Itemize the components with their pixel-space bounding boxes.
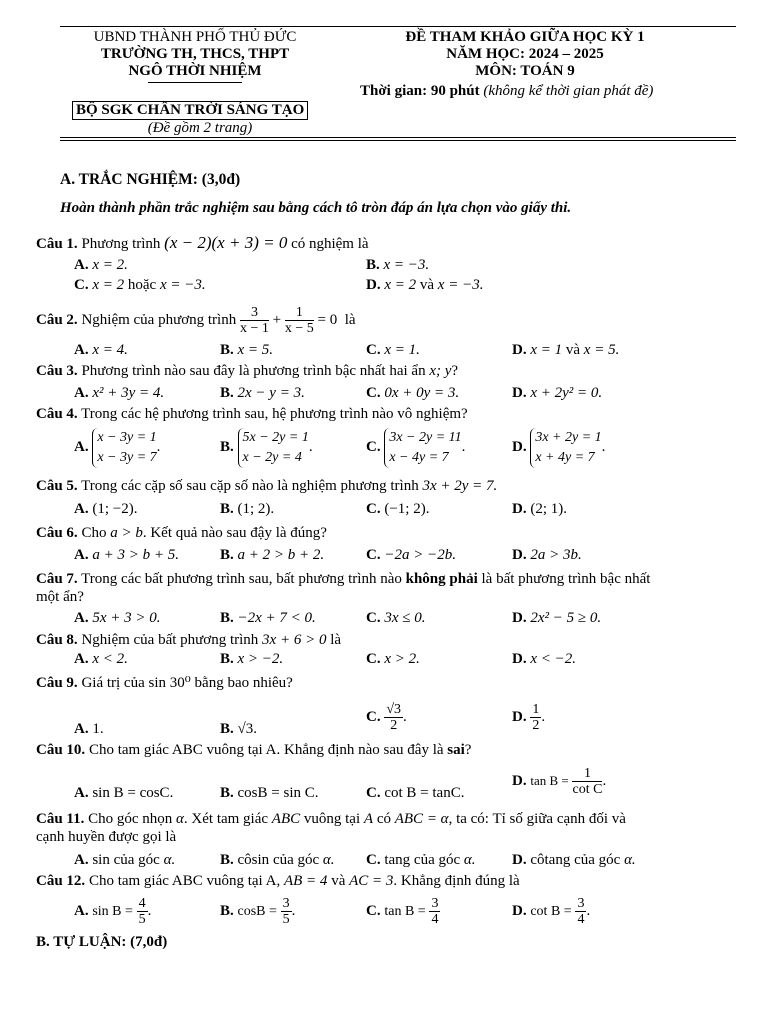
q9-option-c[interactable]: C. $\frac{√3}{2}$ . bbox=[366, 702, 407, 734]
q9-option-b[interactable]: B. √3. bbox=[220, 721, 257, 737]
q8-option-a[interactable]: A. x < 2. bbox=[74, 651, 128, 667]
time-note: (không kể thời gian phát đề) bbox=[483, 83, 654, 99]
section-a-title: A. TRẮC NGHIỆM: (3,0đ) bbox=[60, 171, 241, 188]
q7-label: Câu 7. bbox=[36, 571, 78, 587]
q1-text: Phương trình bbox=[81, 236, 161, 252]
q6-label: Câu 6. bbox=[36, 525, 78, 541]
q1-equation: (x − 2)(x + 3) = 0 bbox=[164, 233, 288, 252]
q2-text: Nghiệm của phương trình bbox=[81, 312, 237, 328]
q3-label: Câu 3. bbox=[36, 363, 78, 379]
q7-option-b[interactable]: B. −2x + 7 < 0. bbox=[220, 610, 316, 626]
question-8: Câu 8. Nghiệm của bất phương trình 3x + 6 > 0 là bbox=[36, 632, 342, 648]
section-b-title: B. TỰ LUẬN: (7,0đ) bbox=[36, 934, 168, 950]
subject: MÔN: TOÁN 9 bbox=[475, 63, 575, 79]
question-9: Câu 9. Giá trị của sin 30⁰ bằng bao nhiêu? bbox=[36, 675, 293, 691]
q4-option-c[interactable]: C. 3x − 2y = 11 x − 4y = 7. bbox=[366, 426, 465, 468]
q10-triangle: ABC bbox=[171, 742, 203, 758]
q6-option-b[interactable]: B. a + 2 > b + 2. bbox=[220, 547, 325, 563]
q5-option-c[interactable]: C. (−1; 2). bbox=[366, 501, 430, 517]
question-3: Câu 3. Phương trình nào sau đây là phương trình bậc nhất hai ẩn x; y? bbox=[36, 363, 459, 379]
q3-text: Phương trình nào sau đây là phương trình bậc nhất hai ẩn bbox=[81, 363, 426, 379]
q2-option-a[interactable]: A. x = 4. bbox=[74, 342, 128, 358]
q4-text: Trong các hệ phương trình sau, hệ phương trình nào vô nghiệm? bbox=[81, 406, 468, 422]
q11-angle: ABC = α bbox=[394, 811, 449, 827]
q2-option-d[interactable]: D. x = 1 và x = 5. bbox=[512, 342, 620, 358]
q12-option-c[interactable]: C. tan B = $\frac{3}{4}$ bbox=[366, 896, 439, 928]
question-4 bbox=[36, 405, 468, 423]
question-2: Câu 2. Nghiệm của phương trình $\frac{3}{x - 1}$ + $\frac{1}{x - 5}$ = 0 là bbox=[36, 305, 356, 337]
q1-text-end: có nghiệm là bbox=[291, 236, 369, 252]
q12-option-a[interactable]: A. sin B = $\frac{4}{5}$ . bbox=[74, 896, 152, 928]
q7-option-c[interactable]: C. 3x ≤ 0. bbox=[366, 610, 426, 626]
q10-option-a[interactable]: A. sin B = cosC. bbox=[74, 785, 174, 801]
q4-option-d[interactable]: D. 3x + 2y = 1 x + 4y = 7. bbox=[512, 426, 605, 468]
header-left-1: UBND THÀNH PHỐ THỦ ĐỨC bbox=[93, 29, 297, 45]
q1-label: Câu 1. bbox=[36, 236, 78, 252]
question-11: Câu 11. Cho góc nhọn α. Xét tam giác ABC vuông tại A có ABC = α, ta có: Tỉ số giữa cạnh đối và bbox=[36, 811, 626, 827]
question-7: Câu 7. Trong các bất phương trình sau, bất phương trình nào không phải là bất phương trình bậc nhất bbox=[36, 571, 651, 587]
q2-label: Câu 2. bbox=[36, 312, 78, 328]
q9-expression: sin 30⁰ bbox=[148, 675, 191, 691]
q3-option-c[interactable]: C. 0x + 0y = 3. bbox=[366, 385, 460, 401]
q1-option-d[interactable]: D. x = 2 và x = −3. bbox=[366, 277, 484, 293]
q3-variables: x; y bbox=[429, 363, 452, 379]
q11-option-a[interactable]: A. sin của góc α. bbox=[74, 852, 176, 868]
q2-option-b[interactable]: B. x = 5. bbox=[220, 342, 274, 358]
header-underline bbox=[148, 82, 242, 83]
q7-option-a[interactable]: A. 5x + 3 > 0. bbox=[74, 610, 161, 626]
q10-option-c[interactable]: C. cot B = tanC. bbox=[366, 785, 465, 801]
q6-condition: a > b bbox=[110, 525, 143, 541]
q2-fraction-2: $\frac{1}{x - 5}$ bbox=[284, 305, 314, 337]
q5-option-a[interactable]: A. (1; −2). bbox=[74, 501, 138, 517]
header-left-2: TRƯỜNG TH, THCS, THPT bbox=[100, 46, 290, 62]
school-year: NĂM HỌC: 2024 – 2025 bbox=[446, 46, 604, 62]
q4-option-a[interactable]: A. x − 3y = 1 x − 3y = 7. bbox=[74, 426, 160, 468]
q4-option-b[interactable]: B. 5x − 2y = 1 x − 2y = 4. bbox=[220, 426, 313, 468]
question-11-line-2: cạnh huyền được gọi là bbox=[36, 829, 177, 845]
q8-option-c[interactable]: C. x > 2. bbox=[366, 651, 420, 667]
q5-option-b[interactable]: B. (1; 2). bbox=[220, 501, 275, 517]
q6-option-a[interactable]: A. a + 3 > b + 5. bbox=[74, 547, 179, 563]
q10-option-d[interactable]: D. tan B = $\frac{1}{\text{cot C}}$ . bbox=[512, 766, 607, 798]
q1-option-b[interactable]: B. x = −3. bbox=[366, 257, 430, 273]
q10-label: Câu 10. bbox=[36, 742, 86, 758]
q11-label: Câu 11. bbox=[36, 811, 85, 827]
q1-option-c[interactable]: C. x = 2 hoặc x = −3. bbox=[74, 277, 206, 293]
exam-title: ĐỀ THAM KHẢO GIỮA HỌC KỲ 1 bbox=[405, 29, 645, 45]
q8-inequality: 3x + 6 > 0 bbox=[262, 632, 327, 648]
q5-option-d[interactable]: D. (2; 1). bbox=[512, 501, 568, 517]
q12-option-d[interactable]: D. cot B = $\frac{3}{4}$ . bbox=[512, 896, 591, 928]
q3-option-a[interactable]: A. x² + 3y = 4. bbox=[74, 385, 165, 401]
q8-option-d[interactable]: D. x < −2. bbox=[512, 651, 576, 667]
q4-label: Câu 4. bbox=[36, 406, 78, 422]
q5-label: Câu 5. bbox=[36, 478, 78, 494]
q12-option-b[interactable]: B. cosB = $\frac{3}{5}$ . bbox=[220, 896, 296, 928]
q11-option-c[interactable]: C. tang của góc α. bbox=[366, 852, 476, 868]
q1-option-a[interactable]: A. x = 2. bbox=[74, 257, 128, 273]
q9-option-a[interactable]: A. 1. bbox=[74, 721, 104, 737]
q6-option-c[interactable]: C. −2a > −2b. bbox=[366, 547, 456, 563]
question-5 bbox=[36, 477, 497, 495]
q10-option-b[interactable]: B. cosB = sin C. bbox=[220, 785, 319, 801]
q6-option-d[interactable]: D. 2a > 3b. bbox=[512, 547, 582, 563]
time-allowed bbox=[360, 83, 653, 100]
q3-option-d[interactable]: D. x + 2y² = 0. bbox=[512, 385, 603, 401]
q3-option-b[interactable]: B. 2x − y = 3. bbox=[220, 385, 305, 401]
top-rule bbox=[60, 26, 736, 27]
q7-option-d[interactable]: D. 2x² − 5 ≥ 0. bbox=[512, 610, 602, 626]
q11-option-d[interactable]: D. côtang của góc α. bbox=[512, 852, 636, 868]
instruction: Hoàn thành phần trắc nghiệm sau bằng cách tô tròn đáp án lựa chọn vào giấy thi. bbox=[60, 200, 572, 216]
header-left-3: NGÔ THỜI NHIỆM bbox=[128, 63, 262, 79]
q5-equation: 3x + 2y = 7. bbox=[422, 478, 498, 494]
question-12: Câu 12. Cho tam giác ABC vuông tại A, AB = 4 và AC = 3. Khẳng định đúng là bbox=[36, 873, 520, 889]
q7-emphasis: không phải bbox=[405, 571, 478, 587]
question-10: Câu 10. Cho tam giác ABC vuông tại A. Khẳng định nào sau đây là sai? bbox=[36, 742, 472, 758]
q2-option-c[interactable]: C. x = 1. bbox=[366, 342, 420, 358]
q5-text: Trong các cặp số sau cặp số nào là nghiệm phương trình bbox=[81, 478, 419, 494]
q12-label: Câu 12. bbox=[36, 873, 86, 889]
question-7-line-2: một ẩn? bbox=[36, 589, 84, 605]
textbook-box: BỘ SGK CHÂN TRỜI SÁNG TẠO bbox=[72, 101, 308, 120]
header-rule-1 bbox=[60, 137, 736, 138]
q2-text-end: là bbox=[344, 312, 356, 328]
header-rule-2 bbox=[60, 140, 736, 141]
question-6: Câu 6. Cho a > b. Kết quả nào sau đậy là đúng? bbox=[36, 525, 327, 541]
q9-option-d[interactable]: D. $\frac{1}{2}$ . bbox=[512, 702, 546, 734]
q11-option-b[interactable]: B. côsin của góc α. bbox=[220, 852, 335, 868]
page-count: (Đề gồm 2 trang) bbox=[147, 120, 253, 136]
q2-fraction-1: $\frac{3}{x - 1}$ bbox=[239, 305, 269, 337]
q8-label: Câu 8. bbox=[36, 632, 78, 648]
time-label: Thời gian: 90 phút bbox=[360, 83, 480, 99]
q9-label: Câu 9. bbox=[36, 675, 78, 691]
question-1 bbox=[36, 234, 369, 253]
q10-emphasis: sai bbox=[447, 742, 465, 758]
q8-option-b[interactable]: B. x > −2. bbox=[220, 651, 284, 667]
